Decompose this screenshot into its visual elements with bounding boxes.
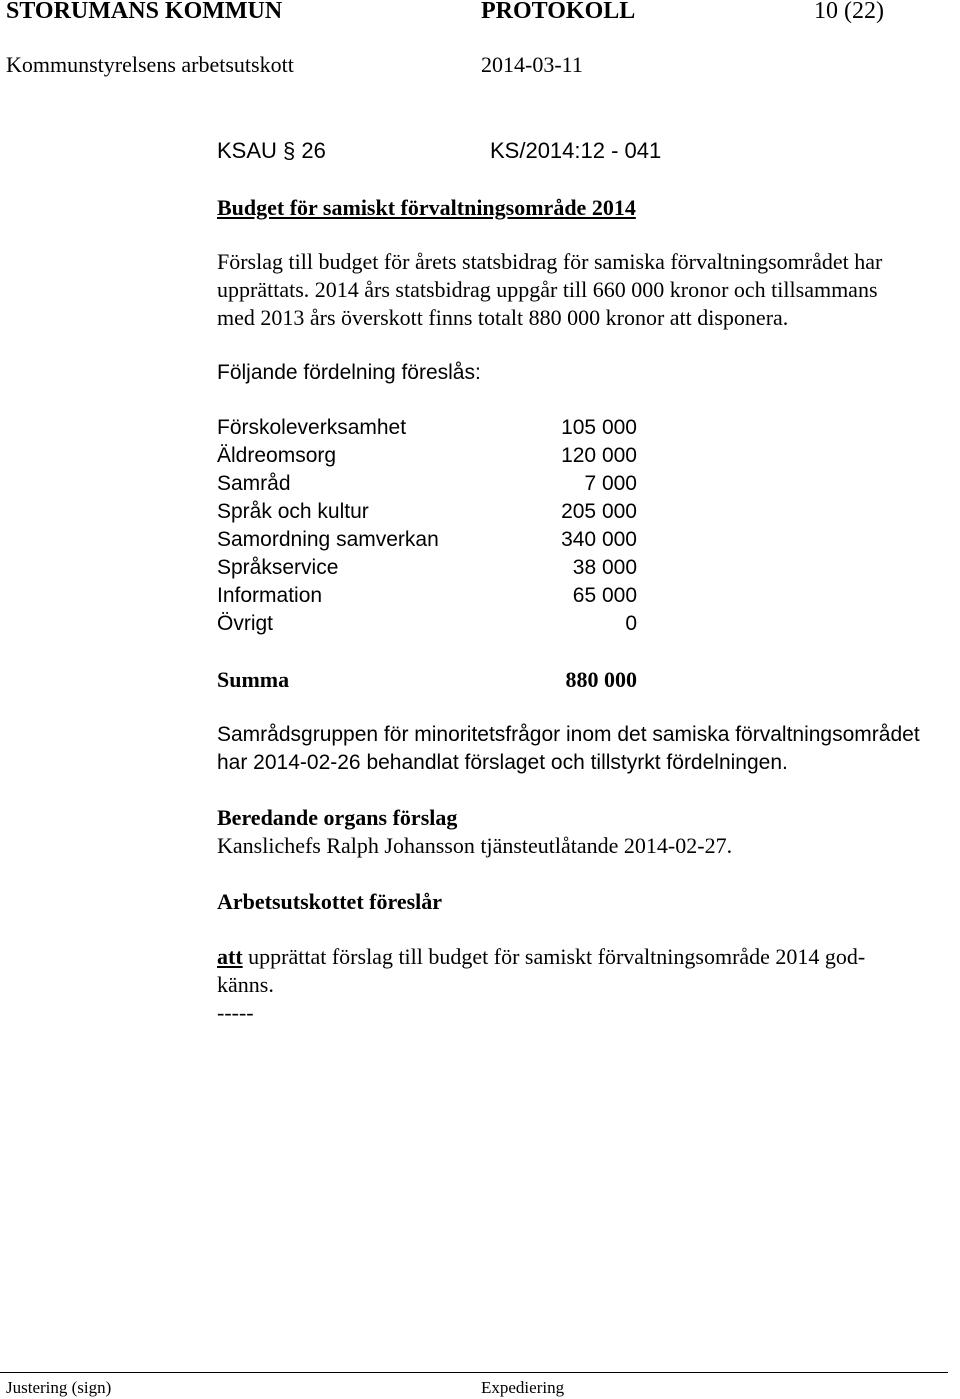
distribution-heading: Följande fördelning föreslås: (217, 361, 481, 384)
distribution-row (217, 442, 637, 470)
org-name: STORUMANS KOMMUN (6, 0, 283, 24)
distribution-row (217, 414, 637, 442)
consultation-line-2: har 2014-02-26 behandlat förslaget och tillstyrkt fördelningen. (217, 751, 788, 774)
distribution-label: Äldreomsorg (217, 444, 337, 467)
distribution-label: Samråd (217, 472, 291, 495)
distribution-label: Samordning samverkan (217, 528, 439, 551)
distribution-value: 205 000 (561, 500, 637, 523)
document-type: PROTOKOLL (481, 0, 636, 24)
intro-line-3: med 2013 års överskott finns totalt 880 000 kronor att disponera. (217, 305, 789, 330)
distribution-label: Övrigt (217, 612, 274, 635)
distribution-label: Förskoleverksamhet (217, 416, 407, 439)
att-keyword: att (217, 944, 243, 969)
distribution-label: Språk och kultur (217, 500, 369, 523)
preparation-heading: Beredande organs förslag (217, 805, 458, 830)
preparation-text: Kanslichefs Ralph Johansson tjänsteutlåtande 2014-02-27. (217, 833, 733, 858)
distribution-value: 65 000 (572, 584, 637, 607)
page-number: 10 (22) (814, 0, 884, 24)
distribution-label: Information (217, 584, 323, 607)
distribution-row (217, 554, 637, 582)
case-title: Budget för samiskt förvaltningsområde 2014 (217, 195, 636, 220)
proposal-line-1-text: upprättat förslag till budget för samiskt förvaltningsområde 2014 god- (242, 944, 866, 969)
proposal-line-2: känns. (217, 972, 274, 997)
case-reference: KS/2014:12 - 041 (490, 138, 662, 163)
distribution-label: Språkservice (217, 556, 339, 579)
meeting-date: 2014-03-11 (481, 52, 583, 77)
footer-expediering: Expediering (481, 1378, 565, 1397)
distribution-value: 38 000 (572, 556, 637, 579)
distribution-row (217, 470, 637, 498)
committee-name: Kommunstyrelsens arbetsutskott (6, 52, 294, 77)
proposal-line-1 (217, 943, 865, 971)
distribution-row (217, 610, 637, 638)
consultation-line-1: Samrådsgruppen för minoritetsfrågor inom det samiska förvaltningsområdet (217, 723, 920, 746)
footer-justering: Justering (sign) (6, 1378, 112, 1397)
proposal-heading: Arbetsutskottet föreslår (217, 889, 443, 914)
distribution-value: 120 000 (561, 444, 637, 467)
distribution-value: 7 000 (584, 472, 637, 495)
distribution-row (217, 582, 637, 610)
distribution-value: 105 000 (561, 416, 637, 439)
distribution-total-row (217, 666, 637, 694)
footer-divider (0, 1372, 948, 1373)
distribution-value: 340 000 (561, 528, 637, 551)
distribution-value: 0 (625, 612, 637, 635)
intro-line-1: Förslag till budget för årets statsbidrag för samiska förvaltningsområdet har (217, 249, 883, 274)
case-number: KSAU § 26 (217, 138, 326, 163)
total-value: 880 000 (565, 667, 637, 692)
distribution-row (217, 526, 637, 554)
distribution-row (217, 498, 637, 526)
intro-line-2: upprättats. 2014 års statsbidrag uppgår till 660 000 kronor och tillsammans (217, 277, 878, 302)
end-marker: ----- (217, 1000, 254, 1025)
total-label: Summa (217, 667, 290, 692)
